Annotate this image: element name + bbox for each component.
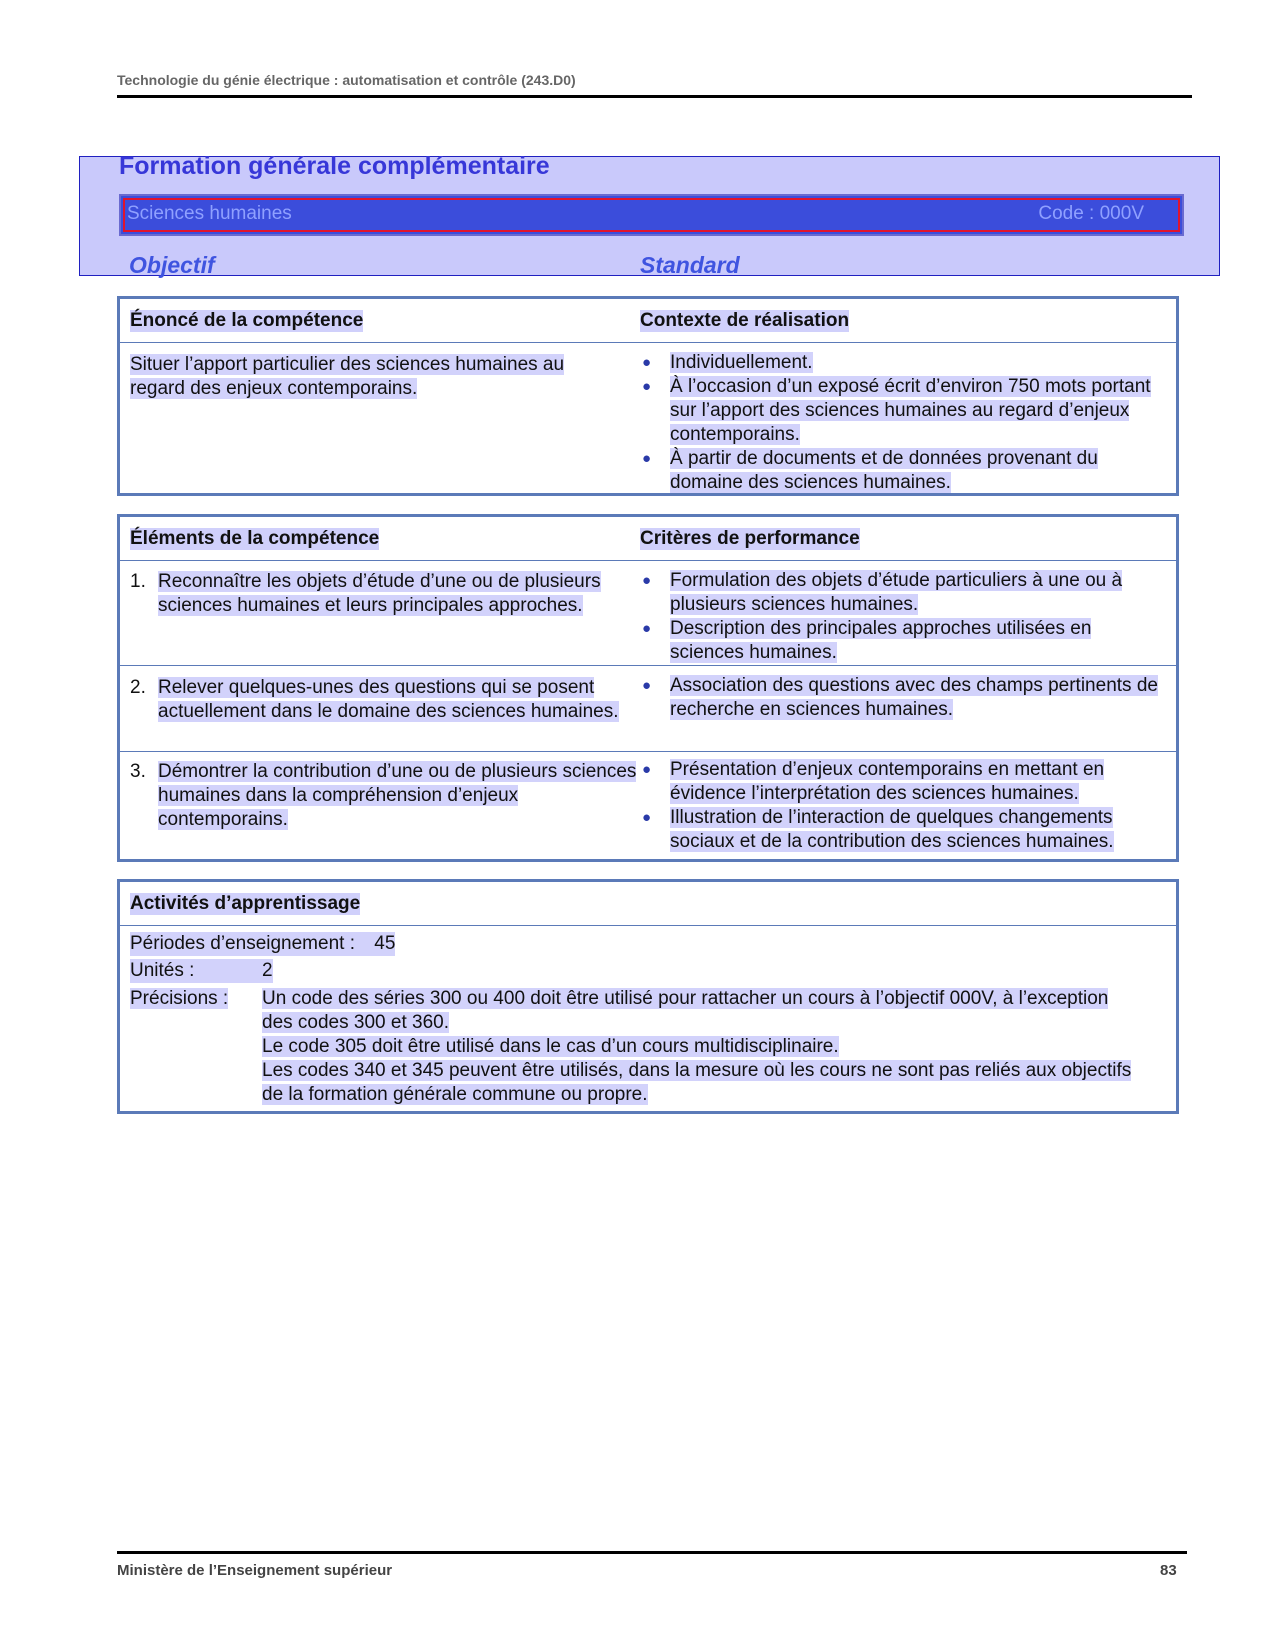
context-item-text: À l’occasion d’un exposé écrit d’environ 750 mots portant sur l’apport des sciences humaines au regard d’enjeux contemporains.	[670, 376, 1151, 445]
context-item-text: À partir de documents et de données provenant du domaine des sciences humaines.	[670, 448, 1098, 493]
enonce-row	[120, 343, 1176, 493]
bullet-icon: ●	[642, 620, 652, 637]
bullet-icon: ●	[642, 761, 652, 778]
precision-text: Le code 305 doit être utilisé dans le cas d’un cours multidisciplinaire.	[262, 1036, 839, 1057]
contexte-header: Contexte de réalisation	[640, 310, 850, 331]
table-row	[120, 752, 1176, 857]
competence-statement	[130, 353, 615, 401]
bullet-icon: ●	[642, 450, 652, 467]
list-item	[640, 447, 1170, 495]
footer-rule	[117, 1551, 1187, 1554]
precision-text: Un code des séries 300 ou 400 doit être utilisé pour rattacher un cours à l’objectif 000V, à l’exception des codes 300 et 360.	[262, 988, 1109, 1033]
element-text: Démontrer la contribution d’une ou de plusieurs sciences humaines dans la compréhension d’enjeux contemporains.	[158, 761, 637, 830]
element-number: 1.	[130, 571, 146, 592]
criteria-list	[640, 569, 1170, 665]
subject-bar	[119, 194, 1184, 236]
criteria-list	[640, 674, 1170, 722]
objectif-heading: Objectif	[129, 252, 215, 278]
context-list	[640, 351, 1170, 495]
list-item	[640, 569, 1170, 617]
bullet-icon: ●	[642, 378, 652, 395]
criteria-text: Illustration de l’interaction de quelques changements sociaux et de la contribution des sciences humaines.	[670, 807, 1114, 852]
enonce-table	[117, 296, 1179, 496]
precision-paragraph	[262, 1059, 1142, 1107]
context-item-text: Individuellement.	[670, 352, 813, 373]
elements-table-header	[120, 517, 1176, 561]
list-item	[640, 758, 1170, 806]
subject-name: Sciences humaines	[127, 203, 292, 224]
criteria-text: Formulation des objets d’étude particuliers à une ou à plusieurs sciences humaines.	[670, 570, 1123, 615]
precision-paragraph	[262, 987, 1142, 1035]
competence-statement-text: Situer l’apport particulier des sciences humaines au regard des enjeux contemporains.	[130, 354, 565, 399]
standard-heading: Standard	[640, 252, 740, 278]
list-item	[640, 617, 1170, 665]
header-rule	[117, 95, 1192, 98]
element-number: 3.	[130, 761, 146, 782]
periodes-label: Périodes d’enseignement :	[130, 933, 355, 954]
criteria-list	[640, 758, 1170, 854]
precisions-label: Précisions :	[130, 988, 229, 1009]
list-item	[640, 375, 1170, 447]
subject-code: Code : 000V	[1038, 203, 1144, 224]
precisions-text	[262, 987, 1142, 1107]
unites-label: Unités :	[130, 960, 195, 981]
precision-paragraph	[262, 1035, 1142, 1059]
page-number: 83	[1160, 1562, 1177, 1579]
activities-table	[117, 879, 1179, 1114]
periodes-line	[130, 932, 395, 956]
list-item	[640, 351, 1170, 375]
table-row	[120, 666, 1176, 752]
bullet-icon: ●	[642, 809, 652, 826]
element-number: 2.	[130, 677, 146, 698]
activities-body	[120, 926, 1176, 1111]
enonce-table-header	[120, 299, 1176, 343]
criteria-text: Présentation d’enjeux contemporains en mettant en évidence l’interprétation des sciences humaines.	[670, 759, 1105, 804]
criteria-text: Association des questions avec des champs pertinents de recherche en sciences humaines.	[670, 675, 1158, 720]
element-item	[130, 760, 643, 832]
activities-header: Activités d’apprentissage	[130, 893, 361, 914]
bullet-icon: ●	[642, 572, 652, 589]
activities-table-header	[120, 882, 1176, 926]
elements-table	[117, 514, 1179, 862]
section-title: Formation générale complémentaire	[119, 152, 550, 180]
element-item	[130, 570, 643, 618]
element-item	[130, 676, 643, 724]
bullet-icon: ●	[642, 354, 652, 371]
footer-ministry: Ministère de l’Enseignement supérieur	[117, 1562, 393, 1579]
element-text: Reconnaître les objets d’étude d’une ou de plusieurs sciences humaines et leurs principales approches.	[158, 571, 601, 616]
list-item	[640, 806, 1170, 854]
unites-line	[130, 959, 273, 983]
periodes-value: 45	[374, 933, 396, 954]
criteres-header: Critères de performance	[640, 528, 860, 549]
unites-value: 2	[262, 960, 273, 981]
bullet-icon: ●	[642, 677, 652, 694]
list-item	[640, 674, 1170, 722]
criteria-text: Description des principales approches utilisées en sciences humaines.	[670, 618, 1092, 663]
elements-header: Éléments de la compétence	[130, 528, 380, 549]
precision-text: Les codes 340 et 345 peuvent être utilisés, dans la mesure où les cours ne sont pas reliés aux objectifs de la formation générale commune ou propre.	[262, 1060, 1132, 1105]
enonce-header: Énoncé de la compétence	[130, 310, 364, 331]
precisions-label-line	[130, 987, 228, 1011]
element-text: Relever quelques-unes des questions qui se posent actuellement dans le domaine des sciences humaines.	[158, 677, 619, 722]
document-header: Technologie du génie électrique : automatisation et contrôle (243.D0)	[117, 72, 576, 88]
table-row	[120, 561, 1176, 666]
